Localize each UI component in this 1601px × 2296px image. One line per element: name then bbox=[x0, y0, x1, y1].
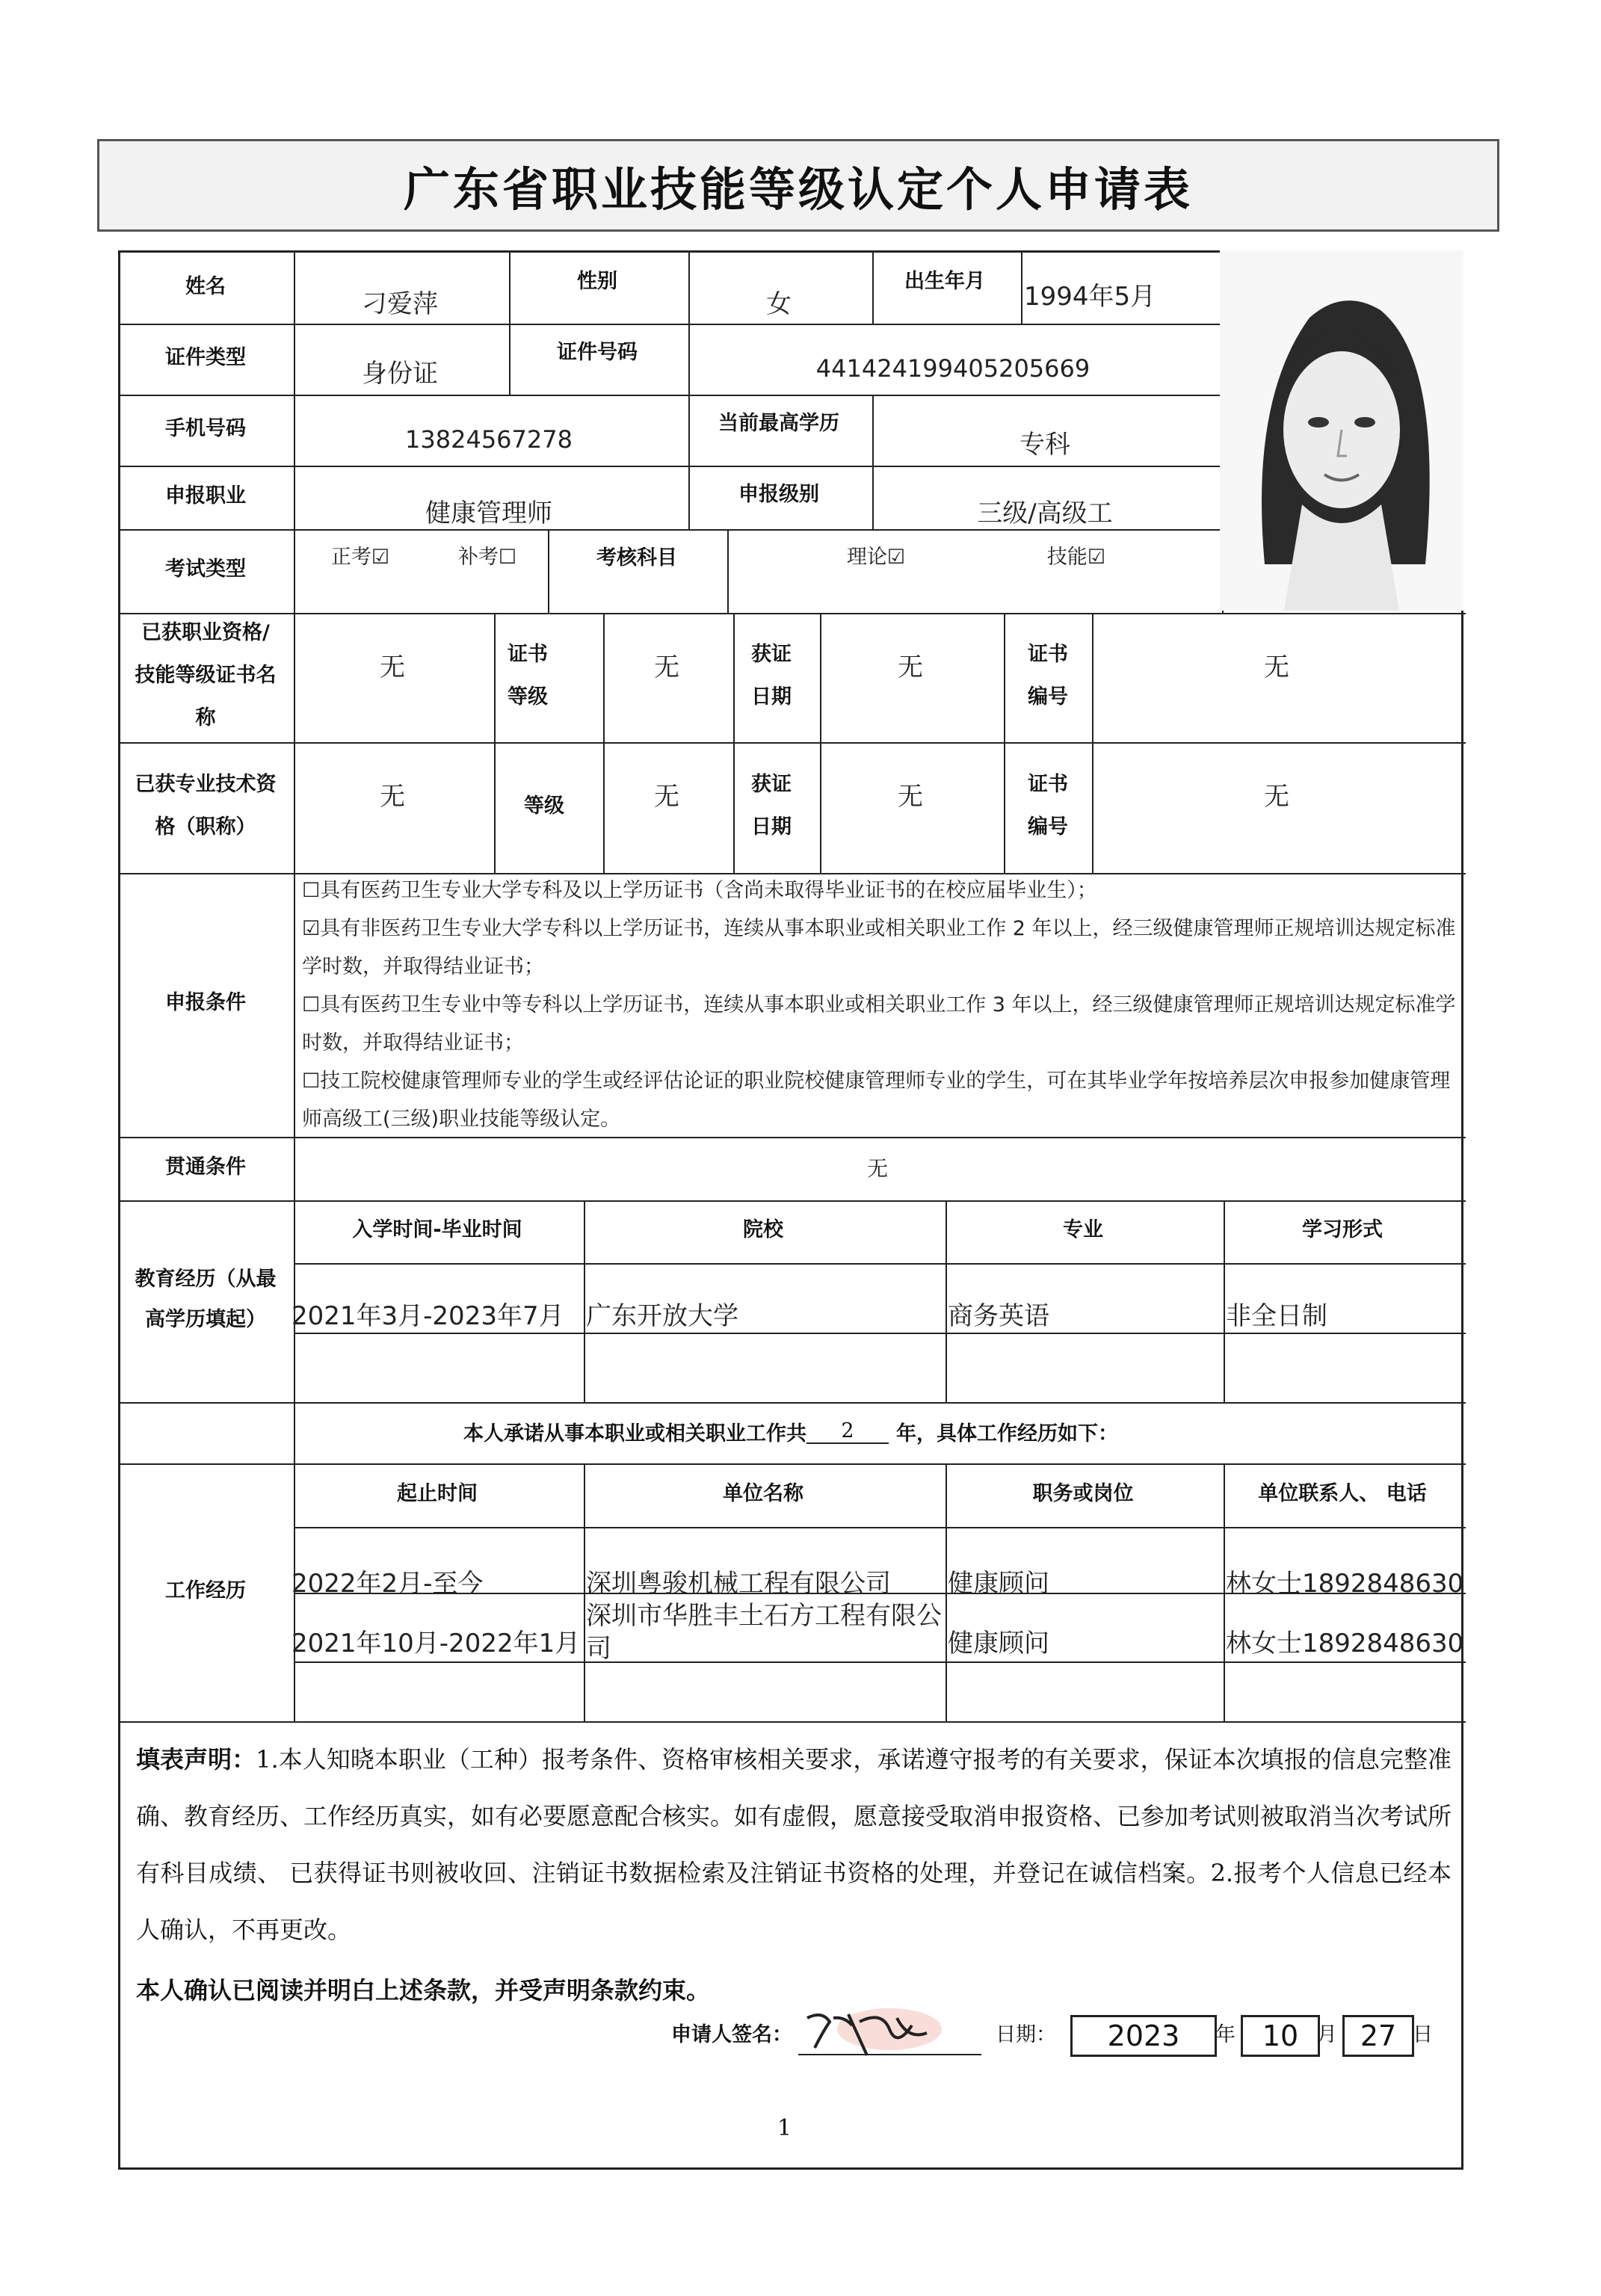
work-period[interactable]: 2021年10月-2022年1月 bbox=[291, 1628, 581, 1658]
field-gender[interactable]: 女 bbox=[766, 289, 792, 319]
label-birth: 出生年月 bbox=[904, 270, 985, 294]
edu-major[interactable]: 商务英语 bbox=[948, 1301, 1049, 1331]
field-id-type[interactable]: 身份证 bbox=[362, 359, 438, 389]
condition-item[interactable]: ☐技工院校健康管理师专业的学生或经评估论证的职业院校健康管理师专业的学生，可在其毕业学年按培养层次申报参加健康管理师高级工(三级)职业技能等级认定。 bbox=[302, 1070, 1451, 1131]
date-month[interactable]: 10 bbox=[1241, 2015, 1320, 2057]
label-exam-subject: 考核科目 bbox=[596, 546, 677, 570]
work-position[interactable]: 健康顾问 bbox=[948, 1568, 1049, 1599]
label-name: 姓名 bbox=[185, 274, 226, 298]
field-prof-title[interactable]: 无 bbox=[380, 781, 405, 812]
label-cert-no: 证书编号 bbox=[1028, 642, 1068, 709]
condition-item[interactable]: ☐具有医药卫生专业中等专科以上学历证书，连续从事本职业或相关职业工作 3 年以上，经三级健康管理师正规培训达规定标准学时数，并取得结业证书； bbox=[302, 993, 1456, 1055]
checkbox-subject-theory[interactable]: 理论☑ bbox=[846, 545, 906, 569]
field-id-no[interactable]: 441424199405205669 bbox=[815, 354, 1091, 383]
field-cert-name[interactable]: 无 bbox=[380, 652, 405, 682]
label-cert-level: 证书等级 bbox=[508, 642, 548, 709]
applicant-photo bbox=[1220, 250, 1463, 611]
field-prof-no[interactable]: 无 bbox=[1264, 781, 1289, 812]
edu-header-mode: 学习形式 bbox=[1302, 1218, 1383, 1242]
work-contact[interactable]: 林女士1892848630 bbox=[1226, 1628, 1464, 1658]
field-occupation[interactable]: 健康管理师 bbox=[425, 499, 552, 528]
work-pledge bbox=[120, 1401, 1462, 1461]
label-exam-type: 考试类型 bbox=[165, 558, 246, 581]
field-cert-date[interactable]: 无 bbox=[898, 652, 923, 682]
field-birth[interactable]: 1994年5月 bbox=[1024, 282, 1156, 312]
date-year[interactable]: 2023 bbox=[1070, 2015, 1217, 2057]
work-company[interactable]: 深圳市华胜丰土石方工程有限公司 bbox=[586, 1601, 942, 1664]
work-header-position: 职务或岗位 bbox=[1032, 1481, 1134, 1505]
conditions-list bbox=[302, 871, 1457, 1138]
declaration bbox=[136, 1731, 1452, 1958]
condition-item[interactable]: ☐具有医药卫生专业大学专科及以上学历证书（含尚未取得毕业证书的在校应届毕业生）； bbox=[302, 879, 1097, 902]
work-years[interactable]: 2 bbox=[806, 1419, 889, 1444]
work-pledge-suffix: 年，具体工作经历如下： bbox=[896, 1422, 1118, 1445]
label-occupation: 申报职业 bbox=[165, 484, 246, 507]
declaration-heading: 填表声明： bbox=[136, 1745, 256, 1774]
edu-header-major: 专业 bbox=[1063, 1218, 1103, 1242]
edu-header-school: 院校 bbox=[743, 1218, 783, 1242]
condition-item[interactable]: ☑具有非医药卫生专业大学专科以上学历证书，连续从事本职业或相关职业工作 2 年以上，经三级健康管理师正规培训达规定标准学时数，并取得结业证书； bbox=[302, 917, 1456, 978]
label-prof-no: 证书编号 bbox=[1028, 772, 1068, 839]
work-position[interactable]: 健康顾问 bbox=[948, 1628, 1049, 1658]
field-education[interactable]: 专科 bbox=[1019, 430, 1070, 460]
applicant-signature[interactable] bbox=[777, 1996, 957, 2063]
date-label: 日期： bbox=[996, 2023, 1056, 2046]
label-id-no: 证件号码 bbox=[557, 341, 638, 365]
label-education: 当前最高学历 bbox=[718, 412, 839, 436]
work-period[interactable]: 2022年2月-至今 bbox=[291, 1568, 484, 1599]
field-prof-level[interactable]: 无 bbox=[654, 781, 679, 812]
field-phone[interactable]: 13824567278 bbox=[405, 425, 573, 454]
field-cert-level[interactable]: 无 bbox=[654, 652, 679, 682]
work-header-contact: 单位联系人、 电话 bbox=[1258, 1481, 1427, 1505]
label-education-history: 教育经历（从最高学历填起） bbox=[135, 1268, 277, 1331]
work-pledge-prefix: 本人承诺从事本职业或相关职业工作共 bbox=[463, 1422, 806, 1445]
field-level[interactable]: 三级/高级工 bbox=[977, 499, 1113, 528]
work-contact[interactable]: 林女士1892848630 bbox=[1226, 1568, 1464, 1599]
signature-label: 申请人签名： bbox=[671, 2023, 792, 2046]
label-link-conditions: 贯通条件 bbox=[165, 1155, 246, 1179]
label-cert-name: 已获职业资格/技能等级证书名称 bbox=[135, 621, 277, 729]
date-day-unit: 日 bbox=[1413, 2023, 1433, 2046]
field-link-conditions[interactable]: 无 bbox=[866, 1155, 888, 1181]
label-gender: 性别 bbox=[577, 270, 617, 294]
label-phone: 手机号码 bbox=[165, 416, 246, 440]
form-title: 广东省职业技能等级认定个人申请表 bbox=[403, 161, 1193, 217]
edu-header-period: 入学时间-毕业时间 bbox=[352, 1218, 522, 1242]
date-day[interactable]: 27 bbox=[1342, 2015, 1414, 2057]
work-header-company: 单位名称 bbox=[723, 1481, 803, 1505]
checkbox-subject-skill[interactable]: 技能☑ bbox=[1046, 545, 1106, 569]
work-company[interactable]: 深圳粤骏机械工程有限公司 bbox=[586, 1568, 891, 1599]
field-name[interactable]: 刁爱萍 bbox=[362, 289, 438, 319]
label-conditions: 申报条件 bbox=[165, 991, 246, 1015]
declaration-body: 1.本人知晓本职业（工种）报考条件、资格审核相关要求，承诺遵守报考的有关要求，保证本次填报的信息完整准确、教育经历、工作经历真实，如有必要愿意配合核实。如有虚假，愿意接受取消申报资格、已参加考试则被取消当次考试所有科目成绩、 已获得证书则被收回、注销证书数据检索及注销证书资格的处理，并登记在诚信档案。2.报考个人信息已经本人确认，不再更改。 bbox=[136, 1745, 1452, 1944]
label-prof-title: 已获专业技术资格（职称） bbox=[135, 772, 277, 839]
edu-period[interactable]: 2021年3月-2023年7月 bbox=[291, 1301, 564, 1331]
field-cert-no[interactable]: 无 bbox=[1264, 652, 1289, 682]
field-prof-date[interactable]: 无 bbox=[898, 781, 923, 812]
date-month-unit: 月 bbox=[1317, 2023, 1337, 2046]
label-work-history: 工作经历 bbox=[165, 1578, 246, 1602]
page-number: 1 bbox=[777, 2115, 792, 2141]
edu-school[interactable]: 广东开放大学 bbox=[586, 1301, 738, 1331]
label-level: 申报级别 bbox=[738, 483, 819, 507]
label-id-type: 证件类型 bbox=[165, 345, 246, 369]
work-header-period: 起止时间 bbox=[397, 1481, 478, 1505]
checkbox-exam-makeup[interactable]: 补考☐ bbox=[457, 545, 517, 569]
label-prof-date: 获证日期 bbox=[751, 772, 792, 839]
checkbox-exam-regular[interactable]: 正考☑ bbox=[330, 545, 390, 569]
label-prof-level: 等级 bbox=[524, 794, 564, 818]
date-year-unit: 年 bbox=[1215, 2023, 1236, 2046]
declaration-confirm: 本人确认已阅读并明白上述条款，并受声明条款约束。 bbox=[136, 1976, 711, 2005]
edu-mode[interactable]: 非全日制 bbox=[1226, 1301, 1327, 1331]
form-title-box bbox=[97, 139, 1499, 232]
label-cert-date: 获证日期 bbox=[751, 642, 792, 709]
